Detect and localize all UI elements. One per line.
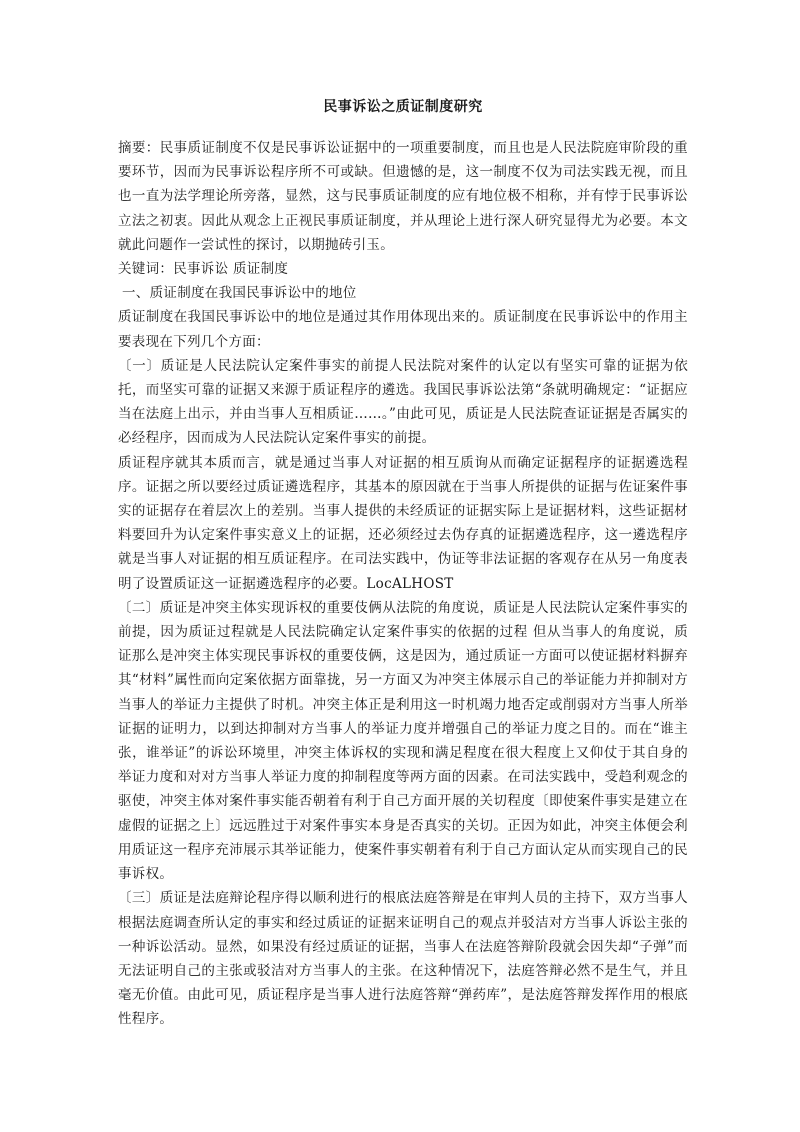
document-page	[118, 96, 688, 1032]
body-paragraph: 〔一〕质证是人民法院认定案件事实的前提人民法院对案件的认定以有坚实可靠的证据为依托，而坚实可靠的证据又来源于质证程序的遴选。我国民事诉讼法第“条就明确规定：“证据应当在法庭上出示，并由当事人互相质证……。”由此可见，质证是人民法院查证证据是否属实的必经程序，因而成为人民法院认定案件事实的前提。	[118, 357, 688, 447]
keywords-line: 关键词：民事诉讼 质证制度	[118, 261, 289, 278]
body-paragraph: 〔三〕质证是法庭辩论程序得以顺利进行的根底法庭答辩是在审判人员的主持下，双方当事人根据法庭调查所认定的事实和经过质证的证据来证明自己的观点并驳洁对方当事人诉讼主张的一种诉讼活动。显然，如果没有经过质证的证据，当事人在法庭答辩阶段就会因失却“子弹”而无法证明自己的主张或驳洁对方当事人的主张。在这种情况下，法庭答辩必然不是生气，并且毫无价值。由此可见，质证程序是当事人进行法庭答辩“弹药库”，是法庭答辩发挥作用的根底性程序。	[118, 890, 688, 1028]
body-paragraph: 〔二〕质证是冲突主体实现诉权的重要伎俩从法院的角度说，质证是人民法院认定案件事实的前提，因为质证过程就是人民法院确定认定案件事实的依据的过程 但从当事人的角度说，质证那么是冲突主体实现民事诉权的重要伎俩，这是因为，通过质证一方面可以使证据材料摒弃其“材料”属性而向定案依据方面靠拢，另一方面又为冲突主体展示自己的举证能力并抑制对方当事人的举证力主提供了时机。冲突主体正是利用这一时机竭力地否定或削弱对方当事人所举证据的证明力，以到达抑制对方当事人的举证力度并增强自己的举证力度之目的。而在“谁主张，谁举证”的诉讼环境里，冲突主体诉权的实现和满足程度在很大程度上又仰仗于其自身的举证力度和对对方当事人举证力度的抑制程度等两方面的因素。在司法实践中，受趋利观念的驱使，冲突主体对案件事实能否朝着有利于自己方面开展的关切程度〔即使案件事实是建立在虚假的证据之上〕远远胜过于对案件事实本身是否真实的关切。正因为如此，冲突主体便会利用质证这一程序充沛展示其举证能力，使案件事实朝着有利于自己方面认定从而实现自己的民事诉权。	[118, 599, 688, 883]
abstract-paragraph: 摘要：民事质证制度不仅是民事诉讼证据中的一项重要制度，而且也是人民法院庭审阶段的重要环节，因而为民事诉讼程序所不可或缺。但遗憾的是，这一制度不仅为司法实践无视，而且也一直为法学理论所旁落，显然，这与民事质证制度的应有地位极不相称，并有悖于民事诉讼立法之初衷。因此从观念上正视民事质证制度，并从理论上进行深人研究显得尤为必要。本文就此问题作一尝试性的探讨，以期抛砖引玉。	[118, 140, 688, 253]
body-paragraph: 质证程序就其本质而言，就是通过当事人对证据的相互质询从而确定证据程序的证据遴选程序。证据之所以要经过质证遴选程序，其基本的原因就在于当事人所提供的证据与佐证案件事实的证据存在着层次上的差别。当事人提供的未经质证的证据实际上是证据材料，这些证据材料要回升为认定案件事实意义上的证据，还必须经过去伪存真的证据遴选程序，这一遴选程序就是当事人对证据的相互质证程序。在司法实践中，伪证等非法证据的客观存在从另一角度表明了设置质证这一证据遴选程序的必要。LocALHOST	[118, 454, 688, 592]
body-paragraph: 质证制度在我国民事诉讼中的地位是通过其作用体现出来的。质证制度在民事诉讼中的作用主要表现在下列几个方面：	[118, 309, 688, 350]
section-heading: 一、质证制度在我国民事诉讼中的地位	[122, 285, 357, 302]
document-title: 民事诉讼之质证制度研究	[323, 99, 483, 115]
